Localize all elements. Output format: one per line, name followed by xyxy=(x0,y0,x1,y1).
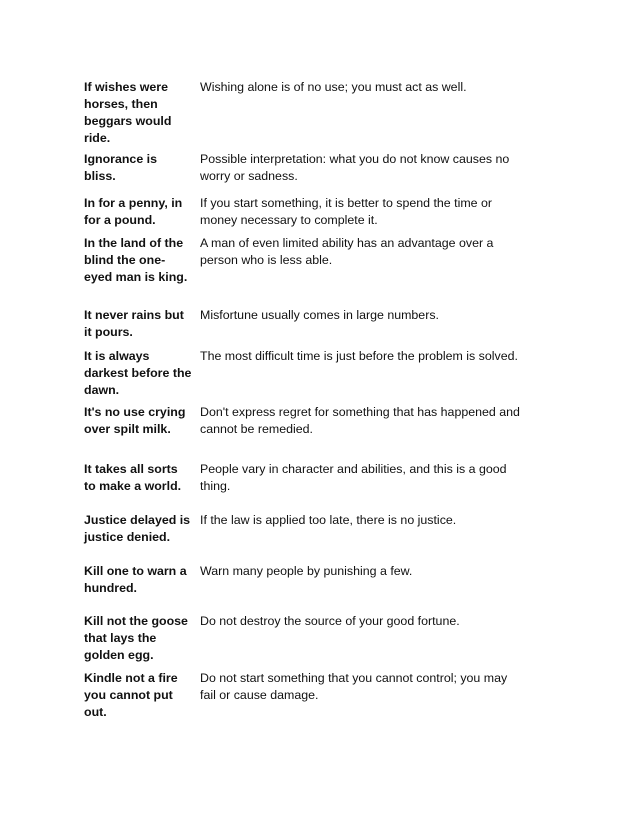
proverb-term: Kill not the goose that lays the golden egg. xyxy=(84,614,188,662)
proverb-term: It's no use crying over spilt milk. xyxy=(84,405,186,436)
proverb-term: Kindle not a fire you cannot put out. xyxy=(84,671,178,719)
proverb-definition: If the law is applied too late, there is no justice. xyxy=(200,513,457,527)
proverb-term: If wishes were horses, then beggars would ride. xyxy=(84,80,172,145)
proverb-definition: Do not destroy the source of your good fortune. xyxy=(200,614,460,628)
proverb-definition: The most difficult time is just before the problem is solved. xyxy=(200,349,518,363)
proverb-term: Justice delayed is justice denied. xyxy=(84,513,191,544)
proverb-definition: Possible interpretation: what you do not know causes no worry or sadness. xyxy=(200,152,510,183)
proverb-definition: If you start something, it is better to spend the time or money necessary to complete it. xyxy=(200,196,493,227)
proverb-term: It takes all sorts to make a world. xyxy=(84,462,182,493)
proverb-definition: Wishing alone is of no use; you must act as well. xyxy=(200,80,467,94)
proverb-term: Kill one to warn a hundred. xyxy=(84,564,187,595)
proverb-term: In for a penny, in for a pound. xyxy=(84,196,183,227)
proverb-definition: People vary in character and abilities, and this is a good thing. xyxy=(200,462,507,493)
proverb-definition: A man of even limited ability has an advantage over a person who is less able. xyxy=(200,236,494,267)
proverb-definition: Do not start something that you cannot control; you may fail or cause damage. xyxy=(200,671,508,702)
proverb-term: Ignorance is bliss. xyxy=(84,152,157,183)
proverb-definition: Misfortune usually comes in large numbers. xyxy=(200,308,439,322)
proverb-term: It is always darkest before the dawn. xyxy=(84,349,192,397)
proverb-definition: Warn many people by punishing a few. xyxy=(200,564,413,578)
proverb-term: It never rains but it pours. xyxy=(84,308,184,339)
proverb-term: In the land of the blind the one-eyed man is king. xyxy=(84,236,188,284)
proverb-definition: Don't express regret for something that has happened and cannot be remedied. xyxy=(200,405,520,436)
